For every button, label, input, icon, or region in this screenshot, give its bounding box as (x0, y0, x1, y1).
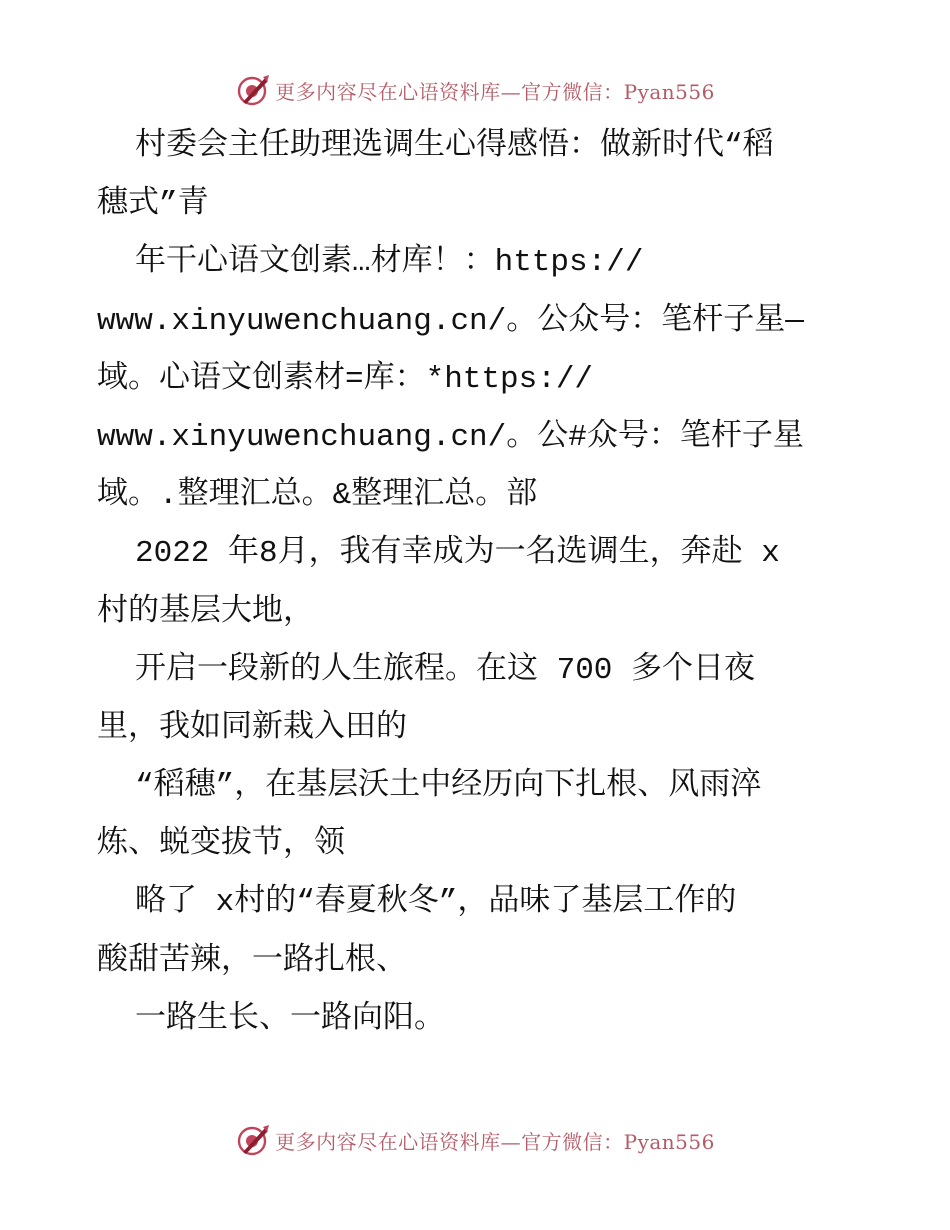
quill-logo-icon (235, 72, 271, 108)
text-line: 域。心语文创素材=库：*https:// (97, 361, 594, 397)
text-line: 村委会主任助理选调生心得感悟：做新时代“稻 (135, 129, 774, 164)
header-watermark-text: 更多内容尽在心语资料库—官方微信：Pyan556 (275, 79, 715, 104)
document-body (97, 118, 857, 1049)
text-line: 域。.整理汇总。&整理汇总。部 (97, 478, 538, 514)
text-line: 年干心语文创素…材库！：https:// (135, 245, 644, 281)
text-line: www.xinyuwenchuang.cn/。公众号：笔杆子星— (97, 303, 804, 339)
text-line: www.xinyuwenchuang.cn/。公#众号：笔杆子星 (97, 419, 804, 455)
text-line: 一路生长、一路向阳。 (135, 1001, 445, 1037)
text-line: 里，我如同新栽入田的 (97, 710, 407, 746)
quill-logo-icon (235, 1122, 271, 1158)
text-line: 2022 年8月，我有幸成为一名选调生，奔赴 x (135, 536, 780, 572)
text-line: 炼、蜕变拔节，领 (97, 827, 345, 863)
text-line: 开启一段新的人生旅程。在这 700 多个日夜 (135, 652, 756, 688)
header-watermark-banner (0, 70, 950, 110)
text-line: 酸甜苦辣，一路扎根、 (97, 943, 407, 979)
footer-watermark-text: 更多内容尽在心语资料库—官方微信：Pyan556 (275, 1129, 715, 1154)
footer-watermark-banner (0, 1120, 950, 1160)
text-line: 穗式”青 (97, 187, 209, 223)
text-line: 村的基层大地， (97, 594, 314, 630)
text-line: “稻穗”，在基层沃土中经历向下扎根、风雨淬 (135, 769, 762, 805)
text-line: 略了 x村的“春夏秋冬”，品味了基层工作的 (135, 885, 737, 921)
